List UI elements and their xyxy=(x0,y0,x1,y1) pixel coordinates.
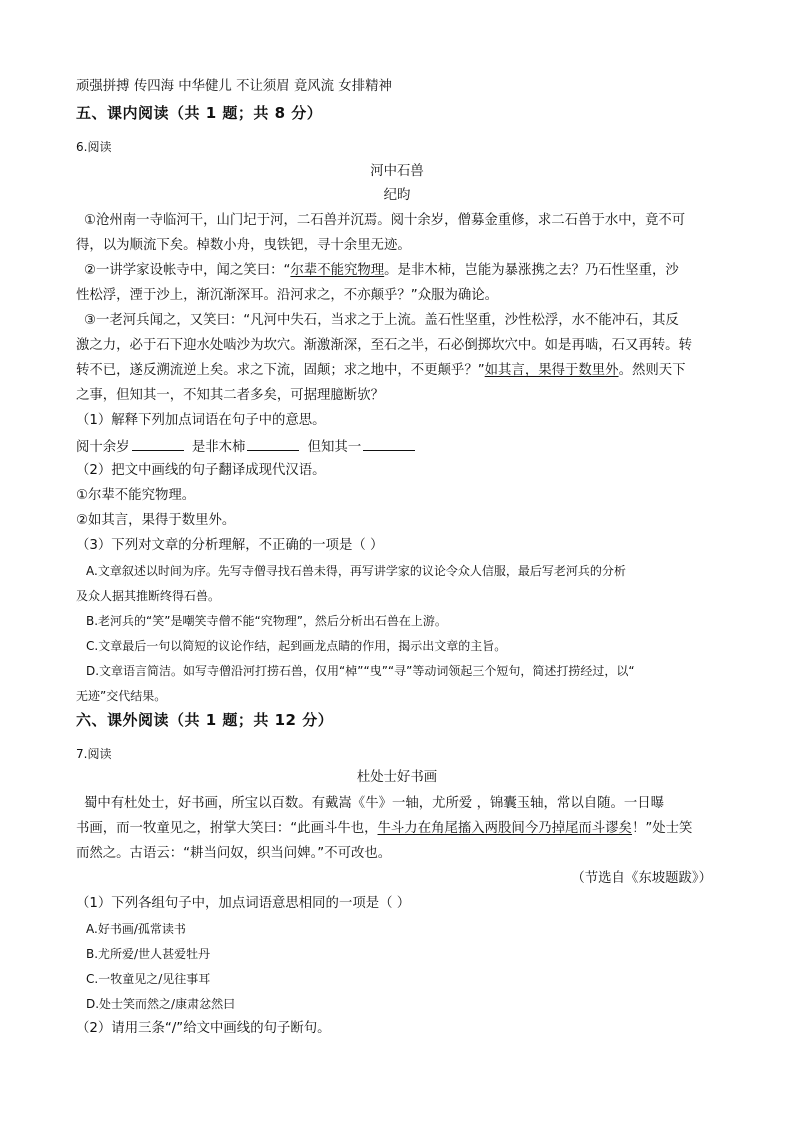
question-6-label: 6.阅读 xyxy=(76,140,112,154)
question-1-prompt: （1）解释下列加点词语在句子中的意思。 xyxy=(76,413,326,428)
option-d-line-2: 无迹”交代结果。 xyxy=(76,689,167,703)
question-1-blanks: 阅十余岁 是非木柿 但知其一 xyxy=(76,437,419,457)
passage-2-title: 杜处士好书画 xyxy=(356,770,438,785)
question-2-item-2: ②如其言，果得于数里外。 xyxy=(76,513,236,528)
underlined-sentence-3: 牛斗力在角尾搐入两股间今乃掉尾而斗谬矣 xyxy=(377,821,632,836)
section5-heading: 五、课内阅读（共 1 题；共 8 分） xyxy=(76,104,323,122)
option-a-line-1: A.文章叙述以时间为序。先写寺僧寻找石兽未得，再写讲学家的议论令众人信服，最后写老河兵的分析 xyxy=(86,564,626,578)
option-d-line-1: D.文章语言简洁。如写寺僧沿河打捞石兽，仅用“棹”“曳”“寻”等动词领起三个短句，简述打捞经过，以“ xyxy=(86,664,635,678)
option-7-c: C.一牧童见之/见往事耳 xyxy=(86,972,211,986)
option-7-d: D.处士笑而然之/康肃忿然曰 xyxy=(86,997,236,1011)
passage-2-line-2: 书画，而一牧童见之，拊掌大笑曰：“此画斗牛也，牛斗力在角尾搐入两股间今乃掉尾而斗谬矣！”处士笑 xyxy=(76,821,693,836)
passage-title: 河中石兽 xyxy=(370,164,424,179)
paragraph-2-line-1: ②一讲学家设帐寺中，闻之笑曰：“尔辈不能究物理。是非木柿，岂能为暴涨携之去？乃石性坚重，沙 xyxy=(84,263,679,278)
passage-2-line-1: 蜀中有杜处士，好书画，所宝以百数。有戴嵩《牛》一轴，尤所爱 ，锦囊玉轴，常以自随。一日曝 xyxy=(84,796,665,811)
option-c: C.文章最后一句以简短的议论作结，起到画龙点睛的作用，揭示出文章的主旨。 xyxy=(86,639,507,653)
option-a-line-2: 及众人据其推断终得石兽。 xyxy=(76,589,221,603)
paragraph-2-line-2: 性松浮，湮于沙上，渐沉渐深耳。沿河求之，不亦颠乎？”众服为确论。 xyxy=(76,288,499,303)
underlined-sentence-2: 如其言，果得于数里外 xyxy=(484,363,619,378)
passage-author: 纪昀 xyxy=(383,188,411,203)
answer-blank-3[interactable] xyxy=(363,437,415,451)
section6-heading: 六、课外阅读（共 1 题；共 12 分） xyxy=(76,711,334,729)
question-7-label: 7.阅读 xyxy=(76,747,112,761)
option-7-a: A.好书画/孤常读书 xyxy=(86,922,186,936)
question-2-item-1: ①尔辈不能究物理。 xyxy=(76,488,196,503)
answer-blank-2[interactable] xyxy=(247,437,299,451)
paragraph-3-line-2: 激之力，必于石下迎水处啮沙为坎穴。渐激渐深，至石之半，石必倒掷坎穴中。如是再啮，石又再转。转 xyxy=(76,338,692,353)
paragraph-1-line-1: ①沧州南一寺临河干，山门圮于河，二石兽并沉焉。阅十余岁，僧募金重修，求二石兽于水中，竟不可 xyxy=(84,213,686,228)
paragraph-3-line-4: 之事，但知其一，不知其二者多矣，可据理臆断欤？ xyxy=(76,388,384,403)
question-3-prompt: （3）下列对文章的分析理解，不正确的一项是（ ） xyxy=(76,538,384,553)
question-7-1-prompt: （1）下列各组句子中，加点词语意思相同的一项是（ ） xyxy=(76,896,411,911)
paragraph-1-line-2: 得，以为顺流下矣。棹数小舟，曳铁钯，寻十余里无迹。 xyxy=(76,238,411,253)
question-7-2-prompt: （2）请用三条“/”给文中画线的句子断句。 xyxy=(76,1021,331,1036)
paragraph-3-line-1: ③一老河兵闻之，又笑曰：“凡河中失石，当求之于上流。盖石性坚重，沙性松浮，水不能冲石，其反 xyxy=(84,313,679,328)
option-7-b: B.尤所爱/世人甚爱牡丹 xyxy=(86,947,211,961)
passage-2-source: （节选自《东坡题跋》） xyxy=(571,871,712,886)
question-2-prompt: （2）把文中画线的句子翻译成现代汉语。 xyxy=(76,463,326,478)
passage-2-line-3: 而然之。古语云：“耕当问奴，织当问婢。”不可改也。 xyxy=(76,846,392,861)
answer-blank-1[interactable] xyxy=(132,437,184,451)
top-line: 顽强拼搏 传四海 中华健儿 不让须眉 竟风流 女排精神 xyxy=(76,79,392,94)
option-b: B.老河兵的“笑”是嘲笑寺僧不能“究物理”，然后分析出石兽在上游。 xyxy=(86,614,447,628)
paragraph-3-line-3: 转不已，遂反溯流逆上矣。求之下流，固颠；求之地中，不更颠乎？”如其言，果得于数里外。然则天下 xyxy=(76,363,686,378)
underlined-sentence-1: 尔辈不能究物理 xyxy=(290,263,385,278)
